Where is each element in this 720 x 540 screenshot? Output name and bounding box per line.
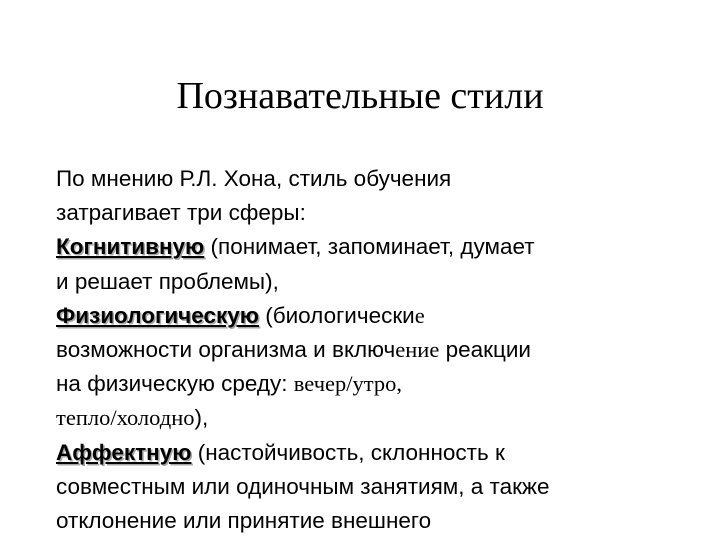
intro-text-1: По мнению Р.Л. Хона, стиль обучения (56, 166, 452, 191)
physiological-text-4-serif: тепло/холодно (56, 405, 195, 431)
slide-body (56, 162, 696, 538)
physiological-text-2-serif: ение (395, 336, 440, 362)
physiological-text-2: возможности организма и включ (56, 336, 396, 362)
physiological-text-3: на физическую среду: (56, 371, 294, 397)
body-line-10 (56, 470, 696, 504)
body-line-7 (56, 367, 696, 401)
body-line-6 (56, 333, 696, 367)
affective-text-3: отклонение или принятие внешнего (56, 507, 432, 533)
body-line-2 (56, 196, 696, 230)
body-line-8 (56, 401, 696, 435)
body-line-9 (56, 436, 696, 470)
affective-keyword: Аффектную (56, 439, 192, 465)
body-line-1 (56, 162, 696, 196)
intro-text-2: затрагивает три сферы: (56, 200, 306, 226)
body-line-3 (56, 230, 696, 264)
physiological-text-1: (биологически (258, 302, 415, 328)
physiological-text-2-end: реакции (439, 336, 532, 362)
affective-text-1: (настойчивость, склонность к (191, 439, 505, 465)
affective-text-2: совместным или одиночным занятиям, а также (56, 473, 550, 499)
body-line-4 (56, 265, 696, 299)
physiological-keyword: Физиологическую (56, 302, 259, 328)
slide-title: Познавательные стили (176, 75, 544, 117)
cognitive-keyword: Когнитивную (56, 234, 205, 260)
physiological-text-1-serif: е (414, 302, 425, 328)
cognitive-text-2: и решает проблемы), (56, 268, 279, 294)
physiological-text-4-end: ), (194, 405, 209, 431)
body-line-11 (56, 504, 696, 538)
physiological-text-3-serif: вечер/утро, (293, 371, 402, 397)
cognitive-text-1: (понимает, запоминает, думает (204, 234, 535, 260)
body-line-5 (56, 299, 696, 333)
